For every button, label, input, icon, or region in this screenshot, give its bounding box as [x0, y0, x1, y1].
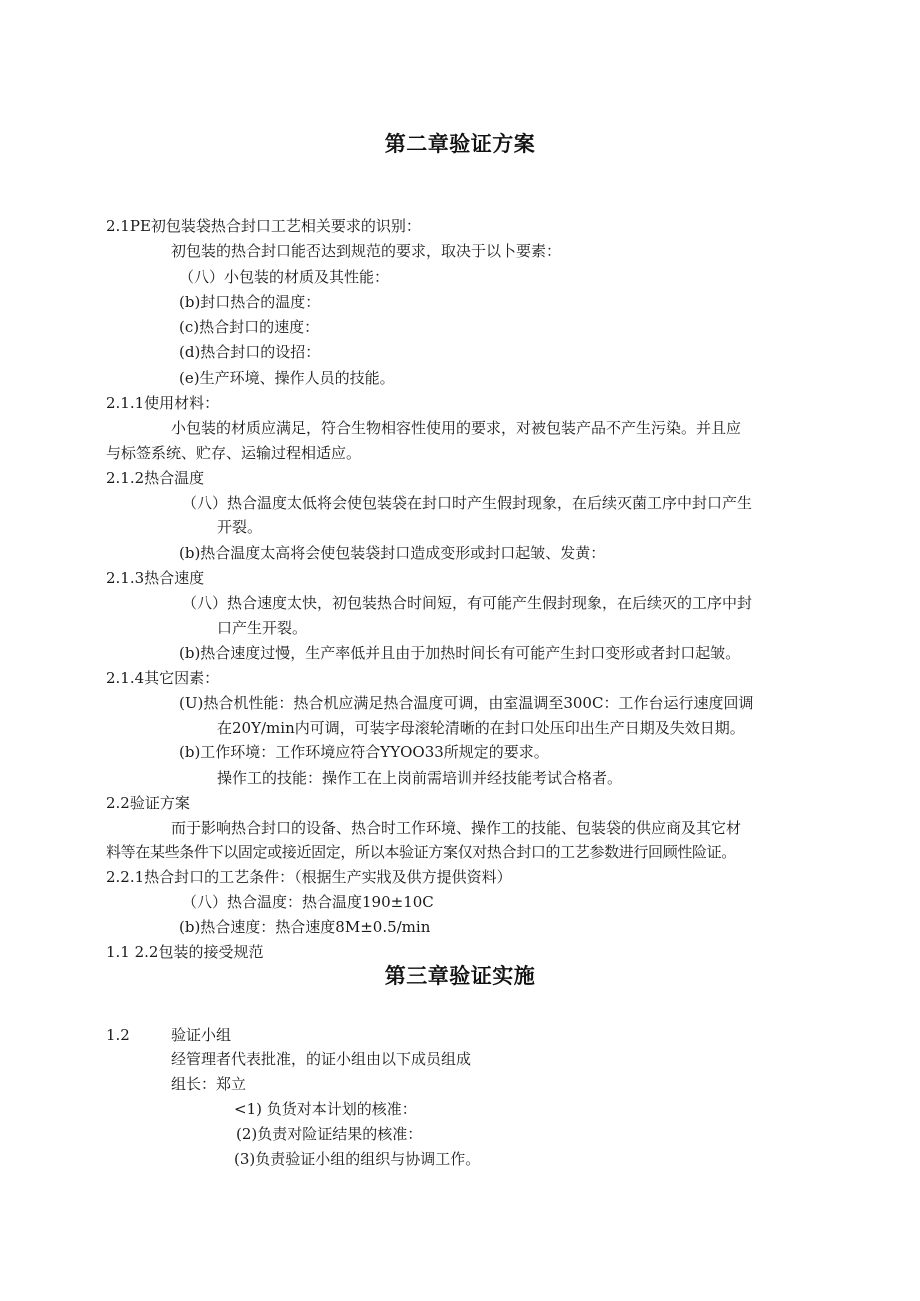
section-2-1-2-heading: 2.1.2热合温度: [106, 469, 205, 487]
list-item: (b)工作环境：工作环境应符合YYOO33所规定的要求。: [179, 743, 549, 761]
list-item-continuation: 口产生开裂。: [217, 619, 308, 637]
list-item: (b)封口热合的温度：: [179, 293, 321, 311]
chapter-2-title: 第二章验证方案: [384, 132, 536, 156]
section-2-2-1-heading: 2.2.1热合封口的工艺条件：（根据生产实戕及供方提供资料）: [106, 868, 512, 886]
section-2-2-heading: 2.2验证方案: [106, 794, 190, 812]
section-title: 验证小组: [171, 1026, 232, 1044]
list-item: （八）热合速度太快，初包装热合时间短，有可能产生假封现象，在后续灭的工序中封: [182, 594, 753, 612]
section-heading: 1.1 2.2包装的接受规范: [106, 943, 264, 961]
list-item-continuation: 在20Y∕min内可调，可装字母滚轮清晰的在封口处压印出生产日期及失效日期。: [217, 719, 745, 737]
paragraph-line: 而于影响热合封口的设备、热合时工作环境、操作工的技能、包装袋的供应商及其它材: [171, 819, 742, 837]
paragraph-line: 料等在某些条件下以固定或接近固定，所以本验证方案仅对热合封口的工艺参数进行回顾性险证。: [106, 843, 736, 861]
list-item: (3)负责验证小组的组织与协调工作。: [234, 1150, 481, 1168]
list-item: (d)热合封口的设招：: [179, 343, 321, 361]
section-number: 1.2: [106, 1026, 130, 1044]
paragraph-line: 与标签系统、贮存、运输过程相适应。: [106, 444, 362, 462]
paragraph-line: 经管理者代表批准，的证小组由以下成员组成: [171, 1050, 472, 1068]
list-item: (e)生产环境、操作人员的技能。: [179, 369, 395, 387]
list-item: (b)热合速度：热合速度8M±0.5∕min: [179, 918, 431, 936]
section-2-1-heading: 2.1PE初包装袋热合封口工艺相关要求的识别：: [106, 217, 421, 235]
section-2-1-1-heading: 2.1.1使用材料：: [106, 394, 220, 412]
list-item: (b)热合温度太高将会使包装袋封口造成变形或封口起皱、发黄：: [179, 544, 606, 562]
section-2-1-4-heading: 2.1.4其它因素：: [106, 669, 220, 687]
list-item: <1) 负货对本计划的核准：: [234, 1100, 417, 1118]
list-item: （八）热合温度：热合温度190±10C: [182, 893, 434, 911]
list-item: (b)热合速度过慢，生产率低并且由于加热时间长有可能产生封口变形或者封口起皱。: [179, 644, 741, 662]
section-2-1-3-heading: 2.1.3热合速度: [106, 569, 205, 587]
paragraph-line: 组长：郑立: [171, 1075, 247, 1093]
paragraph-line: 初包装的热合封口能否达到规范的要求，取决于以卜要素：: [171, 242, 562, 260]
list-item: （八）小包装的材质及其性能：: [179, 268, 390, 286]
list-item: (2)负责对险证结果的核准：: [236, 1125, 423, 1143]
list-item-continuation: 开裂。: [217, 518, 263, 536]
list-item-continuation: 操作工的技能：操作工在上岗前需培训并经技能考试合格者。: [217, 769, 623, 787]
paragraph-line: 小包装的材质应满足，符合生物相容性使用的要求，对被包装产品不产生污染。并且应: [171, 419, 742, 437]
list-item: （八）热合温度太低将会使包装袋在封口时产生假封现象，在后续灭菌工序中封口产生: [182, 494, 753, 512]
chapter-3-title: 第三章验证实施: [384, 964, 536, 988]
list-item: (c)热合封口的速度：: [179, 318, 320, 336]
list-item: (U)热合机性能：热合机应满足热合温度可调，由室温调至300C：工作台运行速度回调: [179, 694, 754, 712]
